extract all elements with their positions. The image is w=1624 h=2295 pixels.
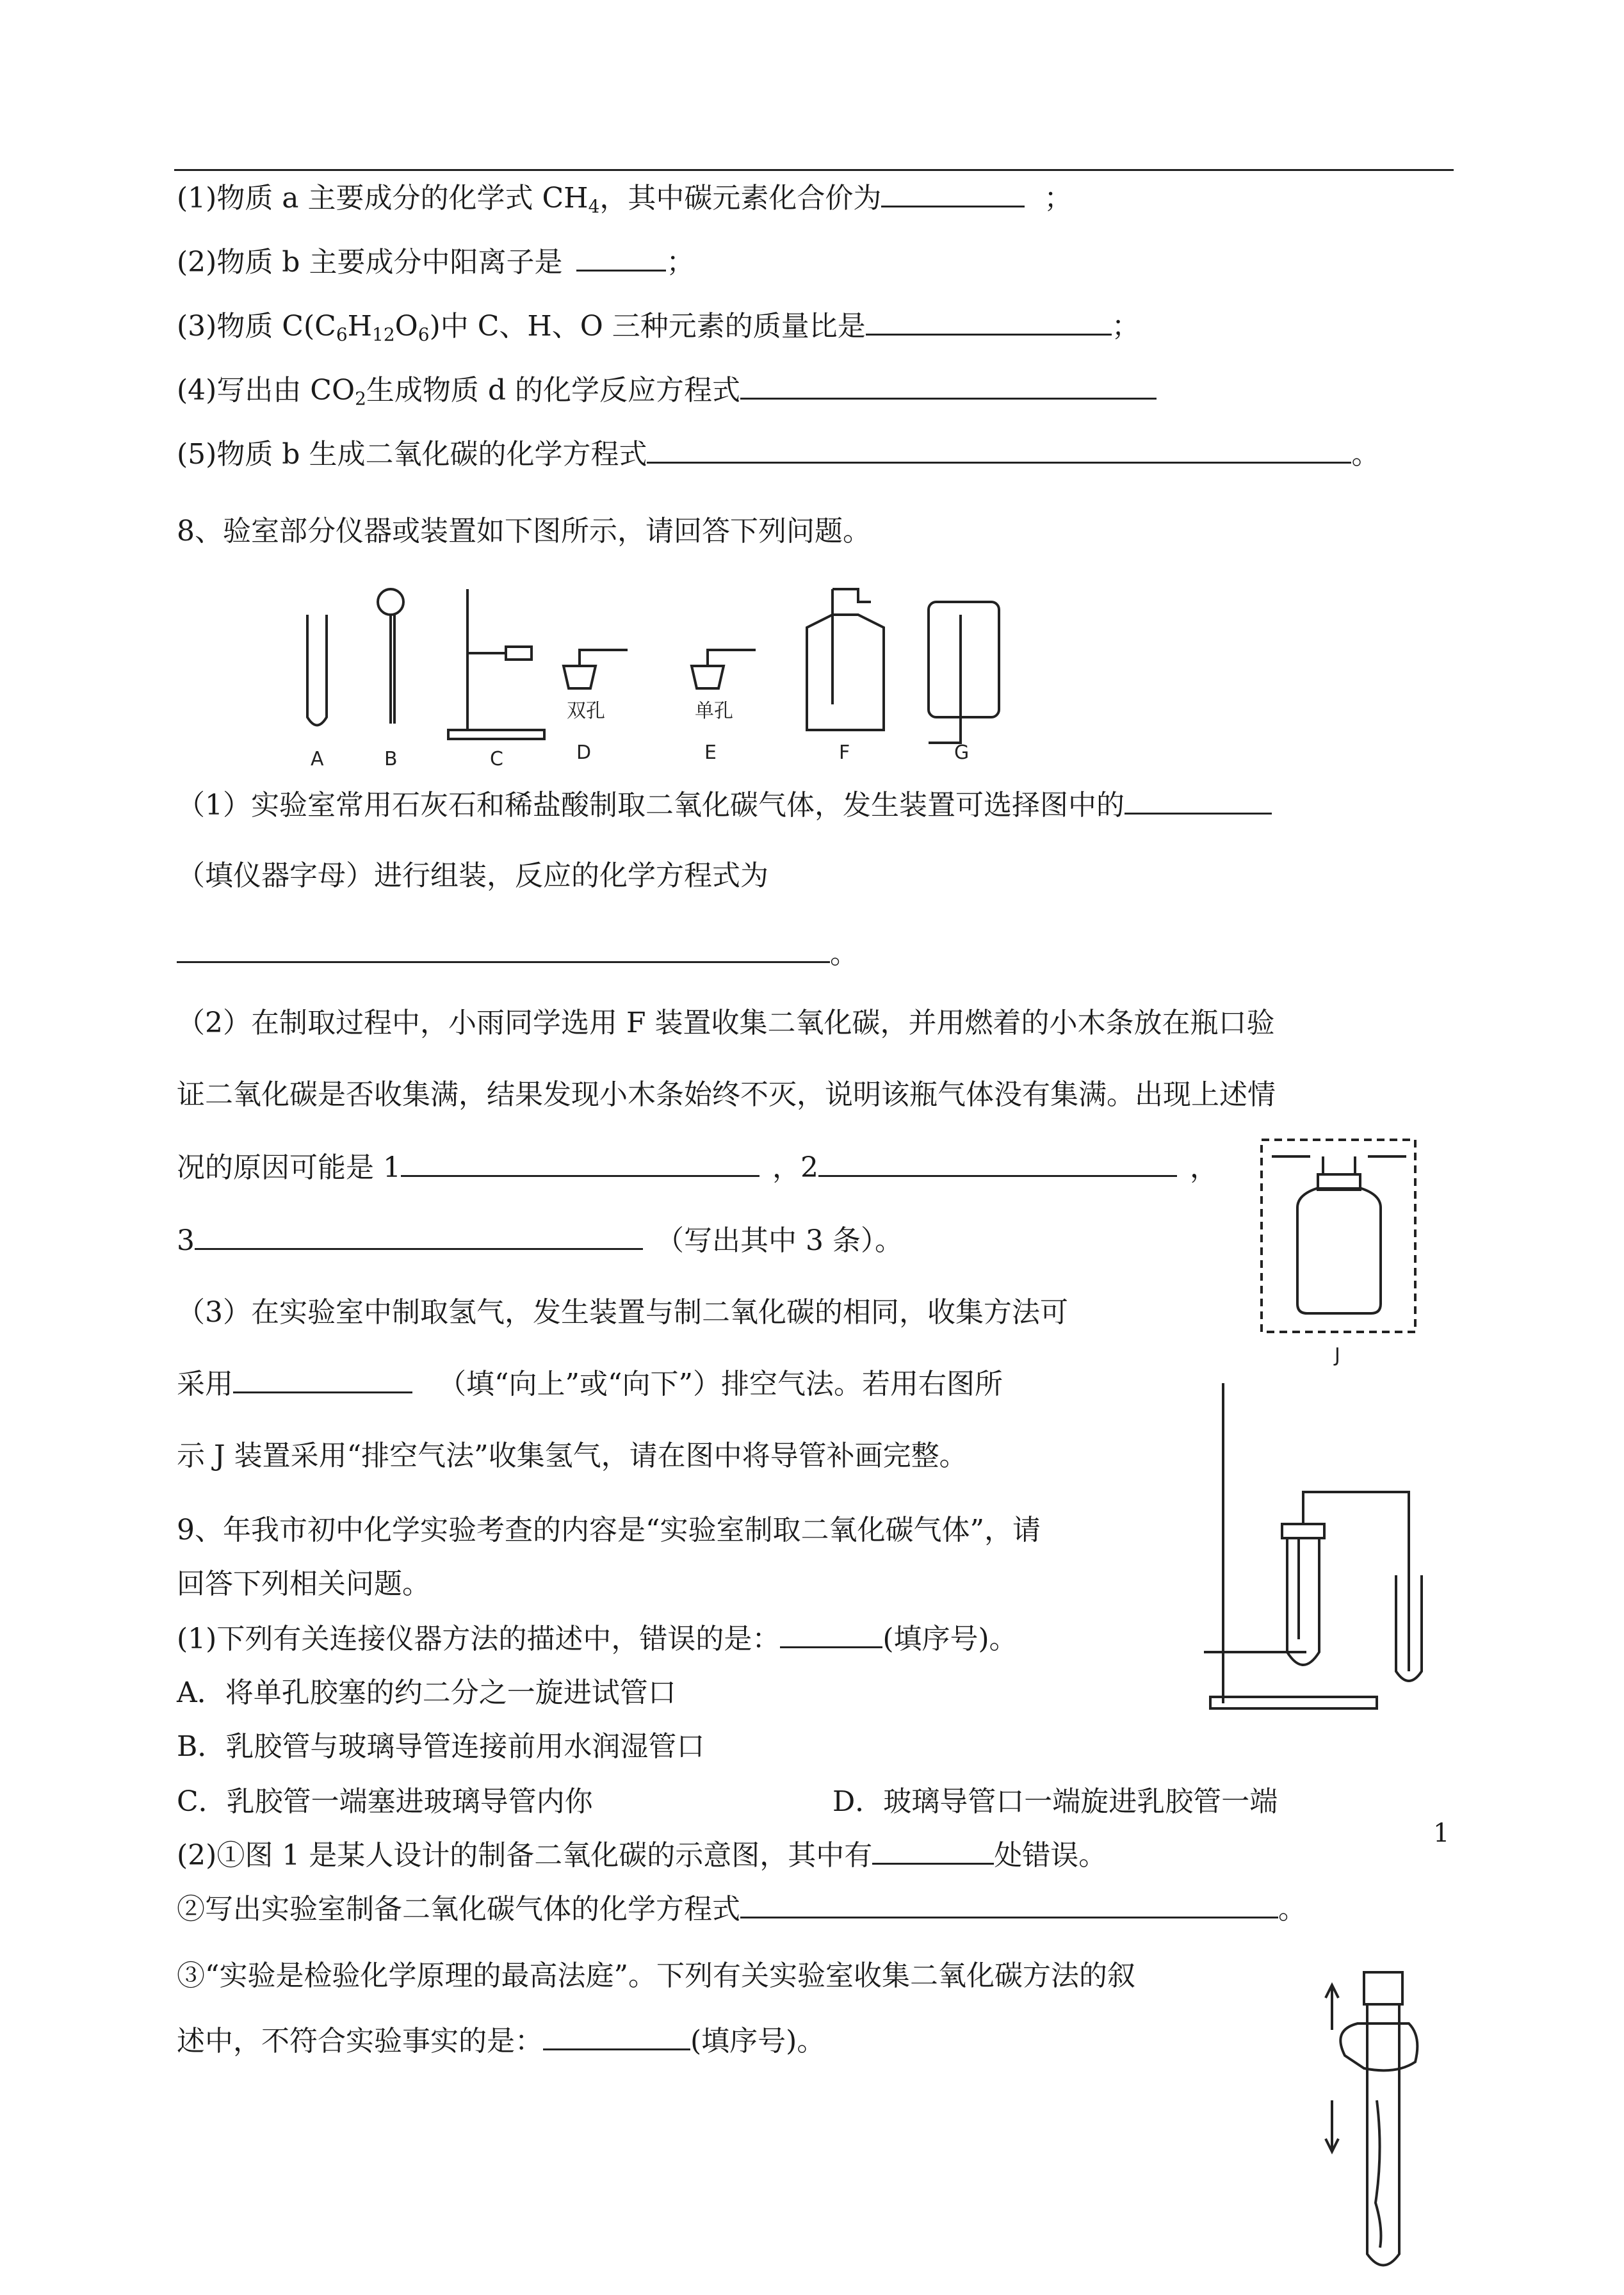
q7-4-sub: 2 <box>355 388 366 409</box>
q8-p3-text: 采用 <box>177 1368 233 1400</box>
q7-3-sub1: 6 <box>336 324 348 345</box>
q8-p1-line2: （填仪器字母）进行组装，反应的化学方程式为 <box>177 859 768 892</box>
caption-d: 双孔 <box>567 700 605 722</box>
j-bottle-icon <box>1297 1188 1381 1313</box>
label-c: C <box>490 748 503 768</box>
test-tube-icon <box>1287 1537 1319 1665</box>
q9-option-d: D．玻璃导管口一端旋进乳胶管一端 <box>832 1785 1278 1818</box>
page-number: 1 <box>1433 1819 1450 1848</box>
answer-blank[interactable] <box>543 2023 690 2050</box>
q8-p1-line1 <box>177 786 1272 825</box>
q9-s3-end: 。 <box>1278 1893 1306 1926</box>
caption-e: 单孔 <box>695 700 733 722</box>
answer-blank[interactable] <box>818 1149 1177 1177</box>
hand-icon <box>1340 2023 1417 2070</box>
q9-s2-end: 处错误。 <box>994 1839 1107 1872</box>
answer-blank[interactable] <box>401 1149 759 1177</box>
q8-p2-line4 <box>177 1222 903 1260</box>
q7-3-sub2: 12 <box>372 324 395 345</box>
q7-5-end: 。 <box>1351 438 1380 471</box>
apparatus-figure <box>295 576 1025 768</box>
q8-p3-line2 <box>177 1365 1003 1404</box>
q8-p1-text: （1）实验室常用石灰石和稀盐酸制取二氧化碳气体，发生装置可选择图中的 <box>177 789 1125 822</box>
label-g: G <box>954 742 970 764</box>
stopper-d-icon <box>564 666 596 688</box>
answer-blank[interactable] <box>1125 787 1272 815</box>
answer-blank[interactable] <box>866 308 1112 336</box>
q7-3-sub3: 6 <box>418 324 430 345</box>
answer-blank[interactable] <box>740 372 1157 400</box>
q8-p1-line3 <box>177 935 858 973</box>
q8-p2-item3: 3 <box>177 1224 195 1257</box>
q9-s2-text: (2)①图 1 是某人设计的制备二氧化碳的示意图，其中有 <box>177 1839 873 1872</box>
label-e: E <box>704 742 717 764</box>
q8-title: 8、验室部分仪器或装置如下图所示，请回答下列问题。 <box>177 515 871 547</box>
answer-blank[interactable] <box>177 936 830 963</box>
q9-s1 <box>177 1620 1018 1658</box>
q7-1-text: (1)物质 a 主要成分的化学式 CH <box>177 182 589 215</box>
stopper-icon <box>1364 1972 1402 2004</box>
answer-blank[interactable] <box>872 1837 994 1865</box>
q9-option-b: B．乳胶管与玻璃导管连接前用水润湿管口 <box>177 1730 705 1763</box>
q7-3-end: ； <box>1111 310 1140 343</box>
answer-blank[interactable] <box>576 244 666 272</box>
q9-s5-text: 述中，不符合实验事实的是： <box>177 2025 543 2057</box>
label-b: B <box>384 748 398 768</box>
q7-1-sub: 4 <box>588 196 600 217</box>
q7-4-text: (4)写出由 CO <box>177 374 355 407</box>
q8-p3-line3: 示 J 装置采用“排空气法”收集氢气，请在图中将导管补画完整。 <box>177 1439 968 1472</box>
q8-p2-text: 况的原因可能是 1 <box>177 1151 401 1184</box>
q7-2-end: ； <box>666 246 695 279</box>
q9-title-1: 9、年我市初中化学实验考查的内容是“实验室制取二氧化碳气体”，请 <box>177 1514 1041 1546</box>
q7-3-o: O <box>394 310 418 343</box>
funnel-icon <box>378 589 403 615</box>
q7-3-h: H <box>347 310 373 343</box>
q7-line-1 <box>177 179 1072 226</box>
answer-blank[interactable] <box>647 436 1351 464</box>
header-rule <box>174 169 1454 171</box>
q8-p3-line1: （3）在实验室中制取氢气，发生装置与制二氧化碳的相同，收集方法可 <box>177 1296 1068 1329</box>
label-d: D <box>576 742 592 764</box>
q9-s5-end: (填序号)。 <box>690 2025 825 2057</box>
q7-5-text: (5)物质 b 生成二氧化碳的化学方程式 <box>177 438 647 471</box>
arrow-up-icon <box>1326 1985 1338 2030</box>
q9-option-a: A．将单孔胶塞的约二分之一旋进试管口 <box>177 1676 676 1709</box>
label-f: F <box>839 742 850 764</box>
q7-2-text: (2)物质 b 主要成分中阳离子是 <box>177 246 563 279</box>
label-a: A <box>311 748 324 768</box>
answer-blank[interactable] <box>780 1621 882 1648</box>
q7-3-text-b: )中 C、H、O 三种元素的质量比是 <box>429 310 866 343</box>
answer-blank[interactable] <box>740 1891 1278 1918</box>
tube-in-hand-figure <box>1319 1959 1441 2280</box>
answer-blank[interactable] <box>881 180 1025 207</box>
q8-p2-line3 <box>177 1149 1218 1187</box>
q9-option-c: C．乳胶管一端塞进玻璃导管内你 <box>177 1785 593 1818</box>
q8-p2-end: （写出其中 3 条）。 <box>656 1224 903 1257</box>
q7-1-text-b: ，其中碳元素化合价为 <box>599 182 882 215</box>
gas-bottle-icon <box>807 615 884 730</box>
answer-blank[interactable] <box>233 1366 412 1393</box>
q7-line-5 <box>177 435 1379 474</box>
q9-s1-end: (填序号)。 <box>882 1623 1018 1655</box>
test-tube-icon <box>307 615 327 726</box>
q8-p3-text-b: （填“向上”或“向下”）排空气法。若用右图所 <box>438 1368 1003 1400</box>
q9-s3 <box>177 1890 1306 1929</box>
q7-1-end: ； <box>1044 182 1073 215</box>
apparatus-j <box>1259 1137 1419 1368</box>
q7-line-4 <box>177 371 1157 418</box>
q7-line-2 <box>177 243 694 282</box>
q7-4-text-b: 生成物质 d 的化学反应方程式 <box>366 374 741 407</box>
q9-s3-text: ②写出实验室制备二氧化碳气体的化学方程式 <box>177 1893 740 1926</box>
q7-line-3 <box>177 307 1140 354</box>
q9-s5 <box>177 2022 825 2061</box>
q8-p2-item2: ，2 <box>772 1151 818 1184</box>
label-j: J <box>1335 1344 1340 1366</box>
q8-p2-comma: ， <box>1189 1151 1218 1184</box>
q9-s1-text: (1)下列有关连接仪器方法的描述中，错误的是： <box>177 1623 781 1655</box>
stopper-e-icon <box>692 666 724 688</box>
q8-p2-line2: 证二氧化碳是否收集满，结果发现小木条始终不灭，说明该瓶气体没有集满。出现上述情 <box>177 1078 1276 1111</box>
q7-3-text: (3)物质 C(C <box>177 310 336 343</box>
q8-p1-end: 。 <box>830 937 858 970</box>
test-tube-icon <box>1367 2004 1399 2266</box>
co2-apparatus-figure <box>1191 1370 1460 1729</box>
q9-s2 <box>177 1837 1107 1875</box>
q9-title-2: 回答下列相关问题。 <box>177 1568 430 1600</box>
arrow-down-icon <box>1326 2100 1338 2152</box>
q9-s4: ③“实验是检验化学原理的最高法庭”。下列有关实验室收集二氧化碳方法的叙 <box>177 1959 1135 1992</box>
answer-blank[interactable] <box>195 1222 643 1250</box>
q8-p2-line1: （2）在制取过程中，小雨同学选用 F 装置收集二氧化碳，并用燃着的小木条放在瓶口验 <box>177 1007 1275 1039</box>
